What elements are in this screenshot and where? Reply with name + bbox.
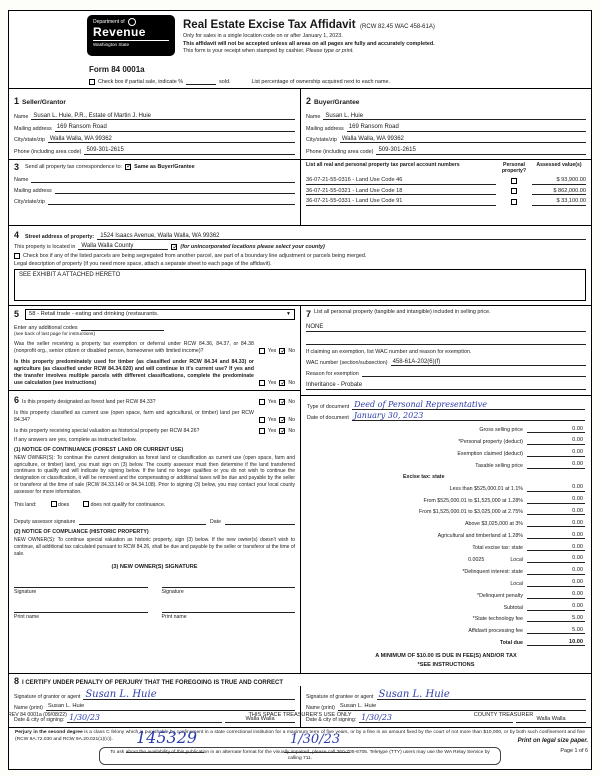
located-in-label: This property is located in (14, 244, 76, 251)
seller-city-field[interactable]: Walla Walla, WA 99362 (48, 136, 295, 144)
no-label: No (288, 347, 295, 354)
logo-state-text: Washington State (93, 40, 169, 47)
grantor-date-city-label: Date & city of signing: (14, 717, 65, 723)
yes-label: Yes (267, 347, 277, 354)
unincorporated-note: (for unincorporated locations please select your county) (180, 244, 325, 251)
yes-label: Yes (267, 379, 277, 386)
print-legal-note: Print on legal size paper. (517, 738, 588, 744)
forest-land-question: Is this property designated as forest land per RCW 84.33? (22, 398, 156, 405)
land-does-not-checkbox[interactable] (83, 501, 89, 507)
same-as-buyer-label: Same as Buyer/Grantee (134, 163, 195, 170)
section-6-number: 6 (14, 394, 20, 405)
buyer-name-label: Name (306, 114, 321, 121)
assessed-value-field[interactable]: $ 33,100.00 (532, 198, 586, 206)
reason-exemption-field-2[interactable]: Inheritance - Probate (306, 382, 586, 390)
section-6 (9, 390, 300, 623)
seller-buyer-sections (9, 89, 591, 160)
local-label: Local (510, 556, 523, 563)
partial-sale-row (9, 77, 591, 89)
tax-row-label: Exemption claimed (deduct) (457, 450, 523, 457)
treasurer-stamp-number: 145329 (136, 728, 198, 747)
left-column (9, 306, 300, 673)
county-treasurer-label: COUNTY TREASURER (473, 712, 534, 718)
parcel-row (306, 188, 586, 196)
personal-property-deduct-field[interactable]: 0.00 (527, 437, 585, 445)
correspondence-name-field[interactable] (31, 176, 295, 183)
section-2-number: 2 (306, 95, 312, 106)
grantor-signature-field[interactable]: Susan L. Huie (83, 690, 295, 700)
state-technology-fee-field[interactable]: 5.00 (527, 615, 585, 623)
additional-codes-note: (see back of last page for instructions) (14, 331, 96, 337)
deputy-date-label: Date (210, 519, 221, 526)
personal-property-field-2[interactable] (306, 337, 586, 345)
partial-sale-label: Check box if partial sale, indicate % (98, 78, 184, 85)
notice-compliance-title: (2) NOTICE OF COMPLIANCE (HISTORIC PROPERTY) (14, 529, 149, 536)
see-instructions-text: *SEE INSTRUCTIONS (417, 661, 475, 668)
yes-label: Yes (267, 427, 277, 434)
partial-percent-input[interactable] (186, 84, 216, 85)
parcel-row (306, 198, 586, 206)
grantee-print-name-label: Name (print) (306, 705, 335, 711)
same-as-buyer-checkbox[interactable] (125, 164, 131, 170)
buyer-name-field[interactable]: Susan L. Huie (323, 113, 586, 121)
assessed-value-field[interactable]: $ 93,900.00 (532, 177, 586, 185)
date-of-document-label: Date of document (307, 415, 349, 422)
deputy-signature-field[interactable] (79, 518, 206, 525)
parcel-col-header: List all real and personal property tax parcel account numbers (306, 161, 460, 168)
date-of-document-field[interactable]: January 30, 2023 (352, 412, 585, 421)
grantee-city-field[interactable]: Walla Walla (516, 716, 586, 723)
treasurer-space-label: THIS SPACE TREASURER'S USE ONLY (248, 712, 352, 718)
section-4-number: 4 (14, 230, 20, 241)
page-number: Page 1 of 6 (560, 748, 588, 754)
q-historic-no-checkbox[interactable] (279, 428, 285, 434)
tax-row-label: Subtotal (503, 604, 523, 611)
section-1-number: 1 (14, 95, 20, 106)
certify-statement: I CERTIFY UNDER PENALTY OF PERJURY THAT THE FOREGOING IS TRUE AND CORRECT (22, 680, 284, 686)
stamp-date-line (284, 752, 350, 753)
historic-property-question: Is this property receiving special valuation as historical property per RCW 84.26? (14, 427, 200, 434)
predominate-use-question: Is this property predominately used for timber (as classified under RCW 84.34 and 84.33) or agriculture (as classified under RCW 84.34.020) and will continue in it's current use? If yes and the transfer involves multiple parcels with different classifications, complete the predominate use calculation (see instructions) (14, 358, 254, 386)
if-yes-note: If any answers are yes, complete as instructed below. (14, 436, 137, 443)
seller-title: Seller/Grantor (22, 98, 66, 106)
minimum-due-note (307, 652, 585, 669)
grantee-print-name-field[interactable]: Susan L. Huie (338, 703, 586, 711)
partial-sold-label: sold. (219, 78, 231, 85)
header-note-2: This affidavit will not be accepted unless all areas on all pages are fully and accurately completed. (183, 40, 435, 47)
new-owner-signature-field[interactable] (14, 580, 148, 588)
treasurer-stamp-date: 1/30/23 (290, 732, 341, 747)
yes-label: Yes (267, 416, 277, 423)
section-7 (301, 306, 591, 396)
print-name-label: Print name (14, 613, 40, 620)
buyer-title: Buyer/Grantee (314, 98, 360, 106)
county-checkbox[interactable] (171, 244, 177, 250)
personal-property-checkbox[interactable] (511, 188, 517, 194)
wac-number-label: WAC number (section/subsection) (306, 360, 388, 367)
buyer-address-field[interactable]: 169 Ransom Road (347, 124, 586, 132)
header-note-3 (183, 48, 585, 56)
logo-revenue-text: Revenue (93, 25, 146, 39)
assessed-value-field[interactable]: $ 862,000.00 (532, 188, 586, 196)
grantee-signature-field[interactable]: Susan L. Huie (377, 690, 587, 700)
does-not-label: does not qualify for continuance. (90, 502, 166, 509)
form-body (8, 10, 592, 770)
correspondence-address-field[interactable] (55, 187, 295, 194)
land-use-code-select[interactable] (25, 309, 295, 320)
form-number: Form 84 0001a (89, 64, 145, 74)
section-5 (9, 306, 300, 390)
personal-property-col-header: Personal property? (501, 161, 527, 174)
footer (8, 712, 592, 772)
legal-description-label: Legal description of property (if you need more space, attach a separate sheet to each page of the affidavit). (14, 260, 272, 267)
tax-row-label: Local (510, 580, 523, 587)
tax-row-label: Less than $525,000.01 at 1.1% (449, 485, 523, 492)
this-land-label: This land: (14, 501, 37, 508)
q-forest-yes-checkbox[interactable] (259, 399, 265, 405)
subtotal-field[interactable]: 0.00 (527, 603, 585, 611)
seller-name-field[interactable]: Susan L. Huie, P.R., Estate of Martin J. Huie (31, 113, 295, 121)
excise-tier3-field[interactable]: 0.00 (527, 508, 585, 516)
buyer-phone-label: Phone (including area code) (306, 148, 374, 155)
buyer-city-label: City/state/zip (306, 137, 337, 144)
signature-label: Signature (14, 588, 37, 595)
tax-row-label: *Personal property (deduct) (458, 438, 523, 445)
yes-label: Yes (267, 398, 277, 405)
header-note-1: Only for sales in a single location code on or after January 1, 2023. (183, 33, 343, 39)
minimum-due-text: A MINIMUM OF $10.00 IS DUE IN FEE(S) AND/OR TAX (375, 653, 517, 660)
tax-row-label: Above $3,025,000 at 3% (464, 521, 523, 528)
excise-tier2-field[interactable]: 0.00 (527, 496, 585, 504)
seller-address-label: Mailing address (14, 125, 52, 132)
section-seller (9, 89, 300, 159)
new-owner-print-name-field[interactable] (14, 605, 148, 613)
type-of-document-field[interactable]: Deed of Personal Representative (352, 401, 585, 410)
perjury-body: is a class C felony which is punishable by confinement in a state correctional institution for a maximum term of five years, or by a fine in an amount fixed by the court of not more than $10,000, or by both such confinement and fine (RCW 9A.72.030 and RCW 9A.20.021(1)(c)). (15, 730, 585, 742)
section-8-number: 8 (14, 676, 20, 686)
correspondence-label: Send all property tax correspondence to: (25, 163, 123, 170)
tax-row-label: From $525,000.01 to $1,525,000 at 1.28% (423, 497, 523, 504)
section-7-number: 7 (306, 308, 312, 319)
total-excise-state-field[interactable]: 0.00 (527, 544, 585, 552)
grantee-date-field[interactable]: 1/30/23 (359, 714, 513, 723)
tax-correspondence (9, 160, 300, 225)
county-select[interactable]: Walla Walla County (78, 243, 168, 251)
no-label: No (288, 427, 295, 434)
right-column (300, 306, 591, 673)
grantor-print-name-label: Name (print) (14, 705, 43, 711)
main-columns (9, 306, 591, 674)
logo-dept-text: Department of (93, 19, 125, 25)
grantor-signature-label: Signature of grantor or agent (14, 694, 81, 700)
no-label: No (288, 416, 295, 423)
land-use-code-value: 58 - Retail trade - eating and drinking (restaurants. (29, 311, 159, 318)
buyer-address-label: Mailing address (306, 125, 344, 132)
q-currentuse-yes-checkbox[interactable] (259, 417, 265, 423)
excise-tier4-field[interactable]: 0.00 (527, 520, 585, 528)
seller-city-label: City/state/zip (14, 137, 45, 144)
affidavit-processing-fee-field[interactable]: 5.00 (527, 627, 585, 635)
no-label: No (288, 398, 295, 405)
new-owner-print-name-field[interactable] (162, 605, 296, 613)
grantee-date-city-label: Date & city of signing: (306, 717, 357, 723)
tax-calculation (301, 395, 591, 673)
local-rate: 0.0025 (468, 556, 485, 563)
form-number-row (9, 58, 591, 77)
delinquent-interest-local-field[interactable]: 0.00 (527, 579, 585, 587)
seller-address-field[interactable]: 169 Ransom Road (55, 124, 295, 132)
q-exemption-yes-checkbox[interactable] (259, 348, 265, 354)
q-predominate-no-checkbox[interactable] (279, 380, 285, 386)
seller-phone-label: Phone (including area code) (14, 148, 82, 155)
revenue-logo (87, 15, 175, 56)
exemption-deferral-question: Was the seller receiving a property tax exemption or deferral under RCW 84.36, 84.37, or 84.38 (nonprofit org., senior citizen or disabled person, homeowner with limited income)? (14, 340, 254, 354)
correspondence-city-field[interactable] (48, 198, 295, 205)
rev-form-number: REV 84 0001a (09/08/22) (8, 712, 67, 718)
ownership-note: List percentage of ownership acquired next to each name. (251, 78, 390, 85)
grantor-date-field[interactable]: 1/30/23 (67, 714, 222, 723)
q-historic-yes-checkbox[interactable] (259, 428, 265, 434)
section-buyer (300, 89, 591, 159)
chevron-down-icon: ▼ (286, 311, 291, 318)
delinquent-interest-state-field[interactable]: 0.00 (527, 567, 585, 575)
segregated-label: Check box if any of the listed parcels are being segregated from another parcel, are part of a boundary line adjustment or parcels being merged. (23, 252, 367, 259)
tax-row-label: *Delinquent interest: state (462, 568, 523, 575)
buyer-city-field[interactable]: Walla Walla, WA 99362 (340, 136, 586, 144)
buyer-phone-field[interactable]: 509-301-2615 (376, 147, 586, 155)
excise-tax-state-header: Excise tax: state (403, 473, 445, 480)
section-4 (9, 226, 591, 306)
new-owner-signature-title: (3) NEW OWNER(S) SIGNATURE (111, 563, 198, 570)
stamp-number-line (126, 752, 204, 753)
notice-continuance-body: NEW OWNER(S): To continue the current designation as forest land or classification as current use (open space, farm and agriculture, or timber) land, you must sign on (3) below. The county assessor must then determine if the land transferred continues to qualify and will indicate by signing below. If the land no longer qualifies or you do not wish to continue the designation or classification, it will be removed and the compensating or additional taxes will be due and payable by the seller or transferor at the time of sale (RCW 84.33.140 or 84.34.108). Prior to signing (3) below, you may contact your local county assessor for more information. (14, 454, 295, 495)
delinquent-penalty-field[interactable]: 0.00 (527, 591, 585, 599)
seller-name-label: Name (14, 114, 29, 121)
grantor-city-field[interactable]: Walla Walla (225, 716, 295, 723)
segregated-checkbox[interactable] (14, 253, 20, 259)
form-title-rcw: (RCW 82.45 WAC 458-61A) (360, 24, 435, 30)
personal-property-checkbox[interactable] (511, 199, 517, 205)
wac-number-field[interactable]: 458-61A-202(6)(f) (391, 359, 586, 367)
form-header (9, 11, 591, 58)
agricultural-timberland-field[interactable]: 0.00 (527, 532, 585, 540)
tax-row-label: Agricultural and timberland at 1.28% (437, 533, 523, 540)
grantee-signature-label: Signature of grantee or agent (306, 694, 374, 700)
section-3 (9, 160, 591, 226)
parcel-number-field[interactable]: 36-07-21-55-0316 - Land Use Code 46 (306, 177, 496, 185)
notice-compliance-body: NEW OWNER(S): To continue special valuation as historic property, sign (3) below. If the new owner(s) doesn't wish to continue, all additional tax calculated pursuant to RCW 84.26, shall be due and payable by the seller or transferor at the time of sale. (14, 537, 295, 557)
assessed-value-col-header: Assessed value(s) (536, 161, 582, 168)
header-note-3-text: This form is your receipt when stamped by cashier. (183, 48, 306, 55)
land-does-checkbox[interactable] (51, 501, 57, 507)
parcel-number-field[interactable]: 36-07-21-55-0331 - Land Use Code 91 (306, 198, 496, 206)
correspondence-name-label: Name (14, 176, 29, 183)
deputy-date-field[interactable] (225, 518, 295, 525)
tax-row-label: Taxable selling price (475, 462, 523, 469)
street-address-field[interactable]: 1524 Isaacs Avenue, Walla Walla, WA 99362 (97, 233, 586, 241)
street-address-label: Street address of property: (25, 234, 95, 241)
notice-continuance-title: (1) NOTICE OF CONTINUANCE (FOREST LAND OR CURRENT USE) (14, 446, 184, 453)
tax-row-label: Total excise tax: state (472, 545, 523, 552)
q-predominate-yes-checkbox[interactable] (259, 380, 265, 386)
section-5-number: 5 (14, 309, 20, 320)
excise-tier1-field[interactable]: 0.00 (527, 484, 585, 492)
form-title: Real Estate Excise Tax Affidavit (183, 19, 356, 31)
q-forest-no-checkbox[interactable] (279, 399, 285, 405)
taxable-selling-price-field[interactable]: 0.00 (527, 461, 585, 469)
partial-sale-checkbox[interactable] (89, 79, 95, 85)
seller-phone-field[interactable]: 509-301-2615 (84, 147, 295, 155)
exemption-claimed-field[interactable]: 0.00 (527, 449, 585, 457)
accessibility-note: To ask about the availability of this publication in an alternate format for the visually impaired, please call 360-705-6705. Teletype (TTY) users may use the WA Relay Service by calling 711. (99, 747, 501, 765)
total-due-field[interactable]: 10.00 (527, 639, 585, 647)
reason-exemption-field[interactable] (362, 370, 586, 377)
legal-description-field[interactable]: SEE EXHIBIT A ATTACHED HERETO (14, 269, 586, 301)
header-note-3-emphasis: Please type or print. (305, 48, 354, 55)
parcel-table (300, 160, 591, 225)
personal-property-checkbox[interactable] (511, 178, 517, 184)
correspondence-city-label: City/state/zip (14, 198, 45, 205)
tax-row-label: Affidavit processing fee (468, 628, 523, 635)
does-label: does (57, 502, 70, 509)
exemption-intro: If claiming an exemption, list WAC number and reason for exemption. (306, 348, 472, 355)
tax-row-label: *State technology fee (472, 616, 523, 623)
type-of-document-label: Type of document (307, 404, 350, 411)
additional-codes-field[interactable] (81, 324, 164, 331)
header-text (175, 15, 585, 56)
new-owner-signature-field[interactable] (162, 580, 296, 588)
tax-row-label: Total due (499, 640, 523, 647)
personal-property-intro: List all personal property (tangible and intangible) included in selling price. (314, 308, 491, 315)
local-tax-field[interactable]: 0.00 (527, 555, 585, 563)
signature-label: Signature (161, 588, 184, 595)
reason-exemption-label: Reason for exemption (306, 371, 359, 378)
tax-row-label: From $1,525,000.01 to $3,025,000 at 2.75% (419, 509, 523, 516)
gross-selling-price-field[interactable]: 0.00 (527, 426, 585, 434)
parcel-number-field[interactable]: 36-07-21-55-0321 - Land Use Code 18 (306, 188, 496, 196)
current-use-question: Is this property classified as current use (open space, farm and agricultural, or timber) land per RCW 84.34? (14, 409, 254, 423)
personal-property-field[interactable]: NONE (306, 324, 586, 332)
parcel-row (306, 177, 586, 185)
correspondence-address-label: Mailing address (14, 187, 52, 194)
q-exemption-no-checkbox[interactable] (279, 348, 285, 354)
q-currentuse-no-checkbox[interactable] (279, 417, 285, 423)
print-name-label: Print name (161, 613, 187, 620)
no-label: No (288, 379, 295, 386)
perjury-lead: Perjury in the second degree (15, 730, 83, 735)
grantor-print-name-field[interactable]: Susan L. Huie (46, 703, 295, 711)
additional-codes-label: Enter any additional codes (14, 324, 78, 331)
tax-row-label: Gross selling price (479, 427, 523, 434)
tax-row-label: *Delinquent penalty (477, 592, 523, 599)
deputy-assessor-label: Deputy assessor signature (14, 519, 76, 526)
section-3-number: 3 (14, 161, 20, 172)
